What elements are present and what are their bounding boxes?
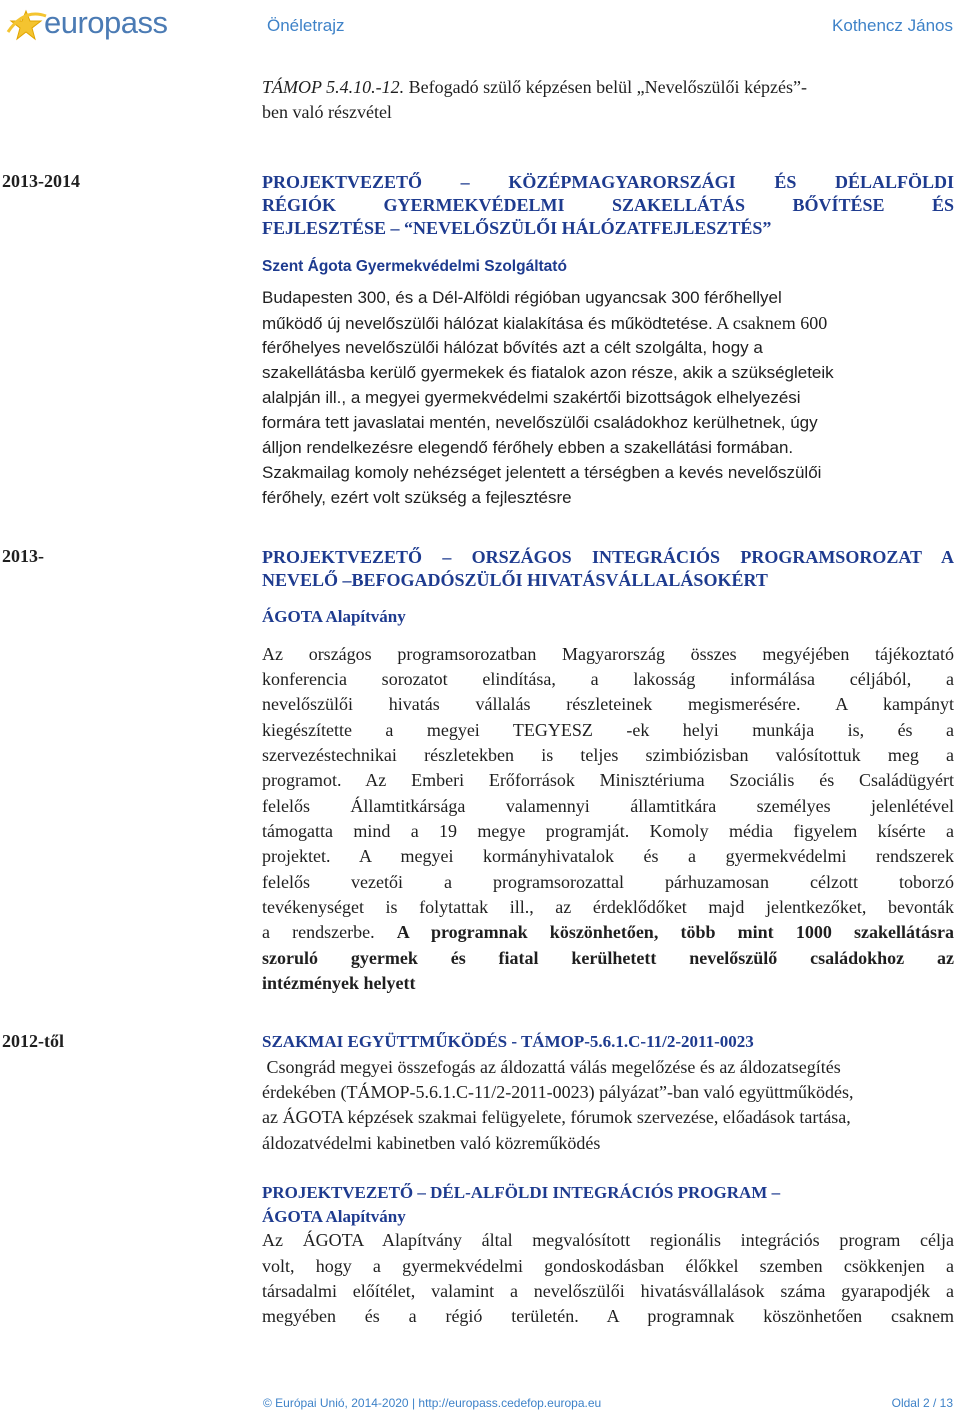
entry-date: 2012-től [2, 1031, 64, 1051]
entry-heading-line: RÉGIÓK GYERMEKVÉDELMI SZAKELLÁTÁS BŐVÍTÉSE ÉS [262, 195, 954, 215]
page-header [0, 0, 960, 52]
entry-body-line: működő új nevelőszülői hálózat kialakítása és működtetése. A csaknem 600 [262, 313, 828, 333]
entry-body-line: támogatta mind a 19 megye programját. Komoly média figyelem kísérte a [262, 821, 954, 841]
entry-heading-line: PROJEKTVEZETŐ – DÉL-ALFÖLDI INTEGRÁCIÓS PROGRAM – [262, 1183, 781, 1202]
entry-body-line: felelős Államtitkársága valamennyi államtitkára személyes jelenlétével [262, 796, 954, 816]
entry-body-line: szakellátásba kerülő gyermekek és fiatalok azon része, akik a szükségleteik [262, 363, 834, 382]
entry-body-line: érdekében (TÁMOP-5.6.1.C-11/2-2011-0023) pályázat”-ban való együttműködés, [262, 1082, 854, 1102]
entry-highlight-line: intézmények helyett [262, 973, 416, 993]
logo-text: europass [44, 5, 168, 40]
document-title: Önéletrajz [267, 16, 345, 35]
entry-organization: Szent Ágota Gyermekvédelmi Szolgáltató [262, 258, 567, 275]
entry-heading-line: FEJLESZTÉSE – “NEVELŐSZÜLŐI HÁLÓZATFEJLESZTÉS” [262, 218, 772, 238]
entry-body-line: konferencia sorozatot elindítása, a lakosság informálása céljából, a [262, 669, 954, 689]
entry-body-line: volt, hogy a gyermekvédelmi gondoskodásban élőkkel szemben csökkenjen a [262, 1256, 954, 1276]
entry-highlight-line: szoruló gyermek és fiatal kerülhetett nevelőszülő családokhoz az [262, 948, 954, 968]
entry-body-line: Szakmailag komoly nehézséget jelentett a térségben a kevés nevelőszülői [262, 463, 822, 482]
entry-date: 2013- [2, 546, 44, 566]
entry-body-line [262, 921, 954, 943]
entry-body-line: felelős vezetői a programsorozattal párhuzamosan célzott toborzó [262, 872, 954, 892]
entry-heading-line: PROJEKTVEZETŐ – ORSZÁGOS INTEGRÁCIÓS PROGRAMSOROZAT A [262, 547, 954, 567]
entry-body-line: tevékenységet is folytattak ill., az érdeklődőket majd jelentkezőket, bevonták [262, 897, 954, 917]
entry-body-line: alalpján ill., a megyei gyermekvédelmi szakértői bizottságok elhelyezési [262, 388, 801, 407]
entry-body-line: Csongrád megyei összefogás az áldozattá válás megelőzése és az áldozatsegítés [262, 1057, 841, 1077]
entry-highlight-segment: A programnak köszönhetően, több mint 1000 szakellátásra [396, 922, 954, 942]
entry-body-line: társadalmi előítélet, valamint a nevelőszülői hivatásvállalások száma gyarapodjék a [262, 1281, 954, 1301]
intro-line-1 [262, 76, 807, 98]
entry-heading-line: NEVELŐ –BEFOGADÓSZÜLŐI HIVATÁSVÁLLALÁSOKÉRT [262, 570, 768, 590]
entry-body-segment: a rendszerbe. [262, 922, 397, 942]
entry-body-segment: működő új nevelőszülői hálózat kialakítása és működtetése. [262, 314, 713, 333]
entry-body-line: formára tett javaslatai mentén, nevelőszülői családokhoz kerülhetnek, úgy [262, 413, 818, 432]
europass-logo [4, 2, 168, 48]
entry-body-line: áldozatvédelmi kabinetben való közreműködés [262, 1133, 601, 1153]
page-number: Oldal 2 / 13 [891, 1396, 953, 1410]
entry-body-line: projektet. A megyei kormányhivatalok és a gyermekvédelmi rendszerek [262, 846, 954, 866]
entry-body-line: megyében és a régió területén. A programnak köszönhetően csaknem [262, 1306, 954, 1326]
entry-heading-line: PROJEKTVEZETŐ – KÖZÉPMAGYARORSZÁGI ÉS DÉLALFÖLDI [262, 172, 954, 192]
entry-body-line: programot. Az Emberi Erőforrások Minisztériuma Szociális és Családügyért [262, 770, 954, 790]
entry-body-line: az ÁGOTA képzések szakmai felügyelete, fórumok szervezése, előadások tartása, [262, 1107, 851, 1127]
person-name: Kothencz János [832, 16, 953, 35]
page-footer [0, 1396, 960, 1414]
entry-heading-line: SZAKMAI EGYÜTTMŰKÖDÉS - TÁMOP-5.6.1.C-11/2-2011-0023 [262, 1032, 754, 1051]
entry-organization: ÁGOTA Alapítvány [262, 1207, 406, 1226]
europass-star-icon [4, 2, 48, 46]
entry-body-line: álljon rendelkezésre elegendő férőhely ebben a szakellátási formában. [262, 438, 794, 457]
entry-organization: ÁGOTA Alapítvány [262, 607, 406, 626]
entry-body-line: szervezéstechnikai részletekben is teljes szimbiózisban valósítottuk meg a [262, 745, 954, 765]
entry-body-line: Az ÁGOTA Alapítvány által megvalósított regionális integrációs program célja [262, 1230, 954, 1250]
intro-program-code: TÁMOP 5.4.10.-12. [262, 77, 405, 97]
footer-copyright-link[interactable]: © Európai Unió, 2014-2020 | http://europass.cedefop.europa.eu [263, 1396, 602, 1410]
entry-body-line: kiegészítette a megyei TEGYESZ -ek helyi munkája is, és a [262, 720, 954, 740]
entry-body-line: Az országos programsorozatban Magyarország összes megyéjében tájékoztató [262, 644, 954, 664]
intro-text: Befogadó szülő képzésen belül „Nevelőszülői képzés”- [404, 77, 808, 97]
entry-body-line: Budapesten 300, és a Dél-Alföldi régióban ugyancsak 300 férőhellyel [262, 288, 782, 307]
entry-body-line: férőhely, ezért volt szükség a fejlesztésre [262, 488, 572, 507]
entry-date: 2013-2014 [2, 171, 80, 191]
entry-body-line: férőhelyes nevelőszülői hálózat bővítés azt a célt szolgálta, hogy a [262, 338, 763, 357]
entry-body-line: nevelőszülői hivatás vállalás részleteinek megismerésére. A kampányt [262, 694, 954, 714]
intro-line-2: ben való részvétel [262, 102, 392, 122]
